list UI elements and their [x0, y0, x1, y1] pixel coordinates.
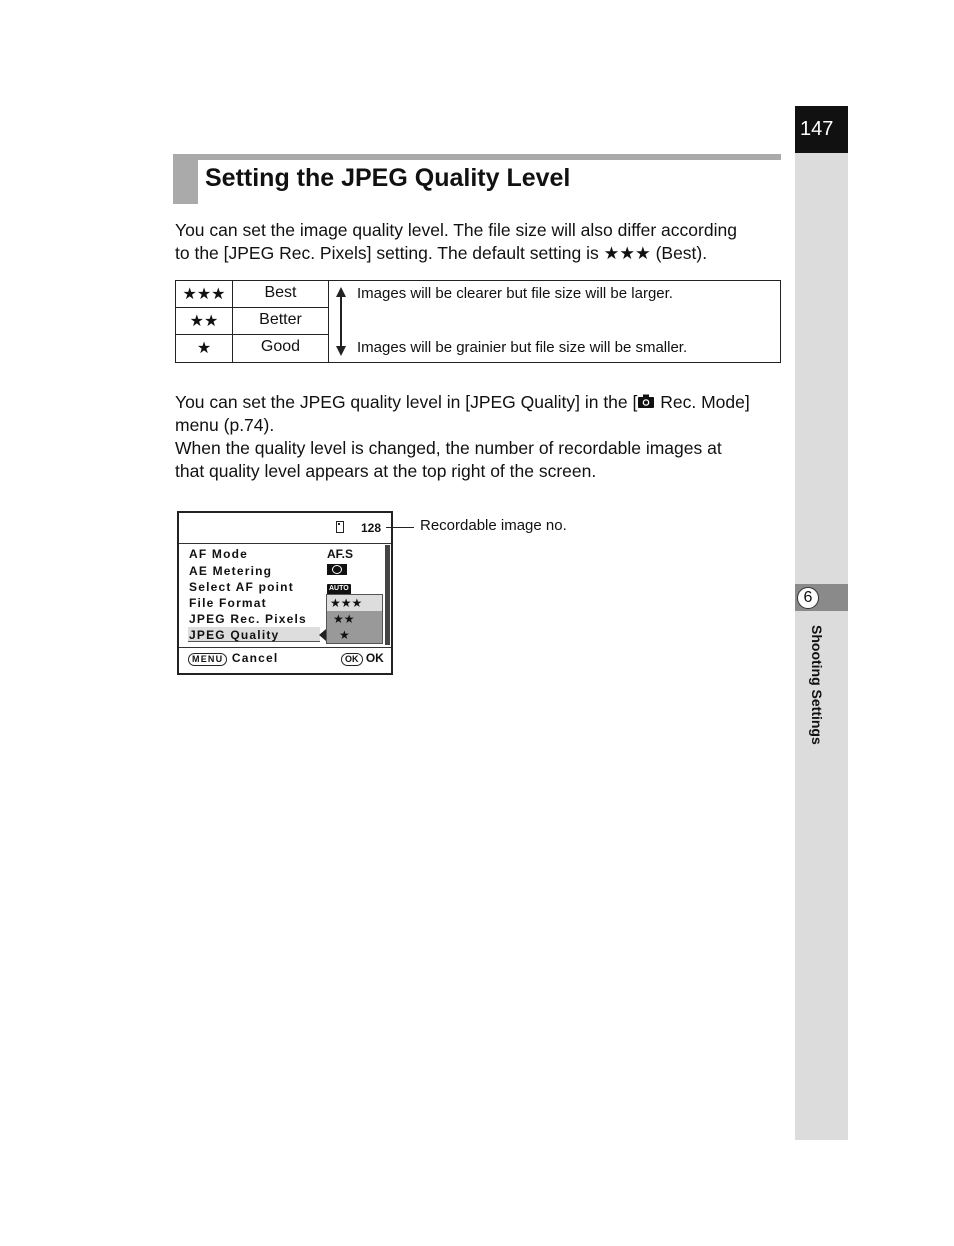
screen-divider — [179, 543, 391, 544]
recordable-line-1: When the quality level is changed, the number of recordable images at — [175, 438, 722, 458]
menu-item-jpeg-quality[interactable]: JPEG Quality — [189, 628, 280, 642]
quality-stars-best: ★★★ — [182, 286, 226, 303]
auto-af-icon: AUTO — [327, 584, 351, 595]
heading-marker — [173, 154, 198, 204]
quality-desc-bottom: Images will be grainier but file size will be smaller. — [357, 339, 688, 356]
quality-stars-better: ★★ — [189, 313, 219, 330]
menu-item-file-format[interactable]: File Format — [189, 596, 267, 610]
arrow-down-icon — [336, 346, 346, 356]
table-col-divider — [328, 281, 329, 362]
ok-control[interactable] — [341, 651, 384, 666]
quality-label-best: Best — [264, 284, 297, 301]
menu-value-ae-metering — [327, 564, 347, 578]
side-strip — [795, 106, 848, 1140]
callout-leader-line — [386, 527, 414, 528]
multi-segment-metering-icon — [327, 564, 347, 575]
menu-location-line-2: menu (p.74). — [175, 415, 275, 435]
menu-location-text-b: Rec. Mode] — [655, 392, 750, 412]
quality-stars-good: ★ — [196, 340, 212, 357]
menu-item-ae-metering[interactable]: AE Metering — [189, 564, 273, 578]
page-number: 147 — [795, 106, 848, 153]
menu-item-jpeg-rec-pixels[interactable]: JPEG Rec. Pixels — [189, 612, 307, 626]
quality-label-better: Better — [259, 311, 302, 328]
menu-location-paragraph — [175, 391, 785, 437]
menu-item-select-af-point[interactable]: Select AF point — [189, 580, 294, 594]
recordable-line-2: that quality level appears at the top right of the screen. — [175, 461, 597, 481]
table-row-divider — [176, 334, 329, 335]
quality-table — [175, 280, 781, 363]
intro-paragraph — [175, 219, 785, 265]
menu-value-af-mode: AF.S — [327, 547, 354, 561]
dropdown-option-best[interactable]: ★★★ — [327, 595, 382, 611]
chapter-number: 6 — [797, 587, 819, 609]
quality-dropdown[interactable] — [326, 594, 383, 644]
selection-pointer-icon — [319, 629, 326, 641]
menu-value-select-af-point — [327, 579, 351, 595]
quality-label-good: Good — [260, 338, 301, 355]
ok-label: OK — [365, 651, 384, 665]
chapter-title — [807, 625, 827, 745]
heading-rule — [173, 154, 781, 160]
recordable-paragraph — [175, 437, 785, 483]
cancel-label: Cancel — [231, 651, 279, 665]
quality-desc-top: Images will be clearer but file size will be larger. — [357, 285, 673, 302]
intro-line-1: You can set the image quality level. The file size will also differ according — [175, 220, 737, 240]
menu-item-af-mode[interactable]: AF Mode — [189, 547, 249, 561]
intro-line-2: to the [JPEG Rec. Pixels] setting. The default setting is ★★★ (Best). — [175, 243, 708, 263]
page-title: Setting the JPEG Quality Level — [205, 164, 571, 192]
dropdown-option-better[interactable]: ★★ — [333, 612, 355, 626]
menu-button-icon: MENU — [188, 653, 227, 666]
menu-location-text-a: You can set the JPEG quality level in [JPEG Quality] in the [ — [175, 392, 638, 412]
dropdown-option-good[interactable]: ★ — [339, 628, 350, 642]
double-arrow-shaft — [340, 293, 342, 351]
menu-location-line-1 — [175, 391, 785, 414]
sd-card-icon — [336, 521, 344, 533]
menu-scrollbar[interactable] — [385, 545, 390, 645]
camera-menu-screen — [177, 511, 393, 675]
ok-button-icon: OK — [341, 653, 363, 666]
screen-divider — [179, 647, 391, 648]
callout-recordable-image-no: Recordable image no. — [420, 517, 567, 534]
camera-icon — [637, 394, 655, 409]
table-row-divider — [176, 307, 329, 308]
chapter-title-text: Shooting Settings — [809, 625, 825, 745]
recordable-count: 128 — [361, 521, 382, 535]
cancel-control[interactable] — [188, 651, 278, 666]
